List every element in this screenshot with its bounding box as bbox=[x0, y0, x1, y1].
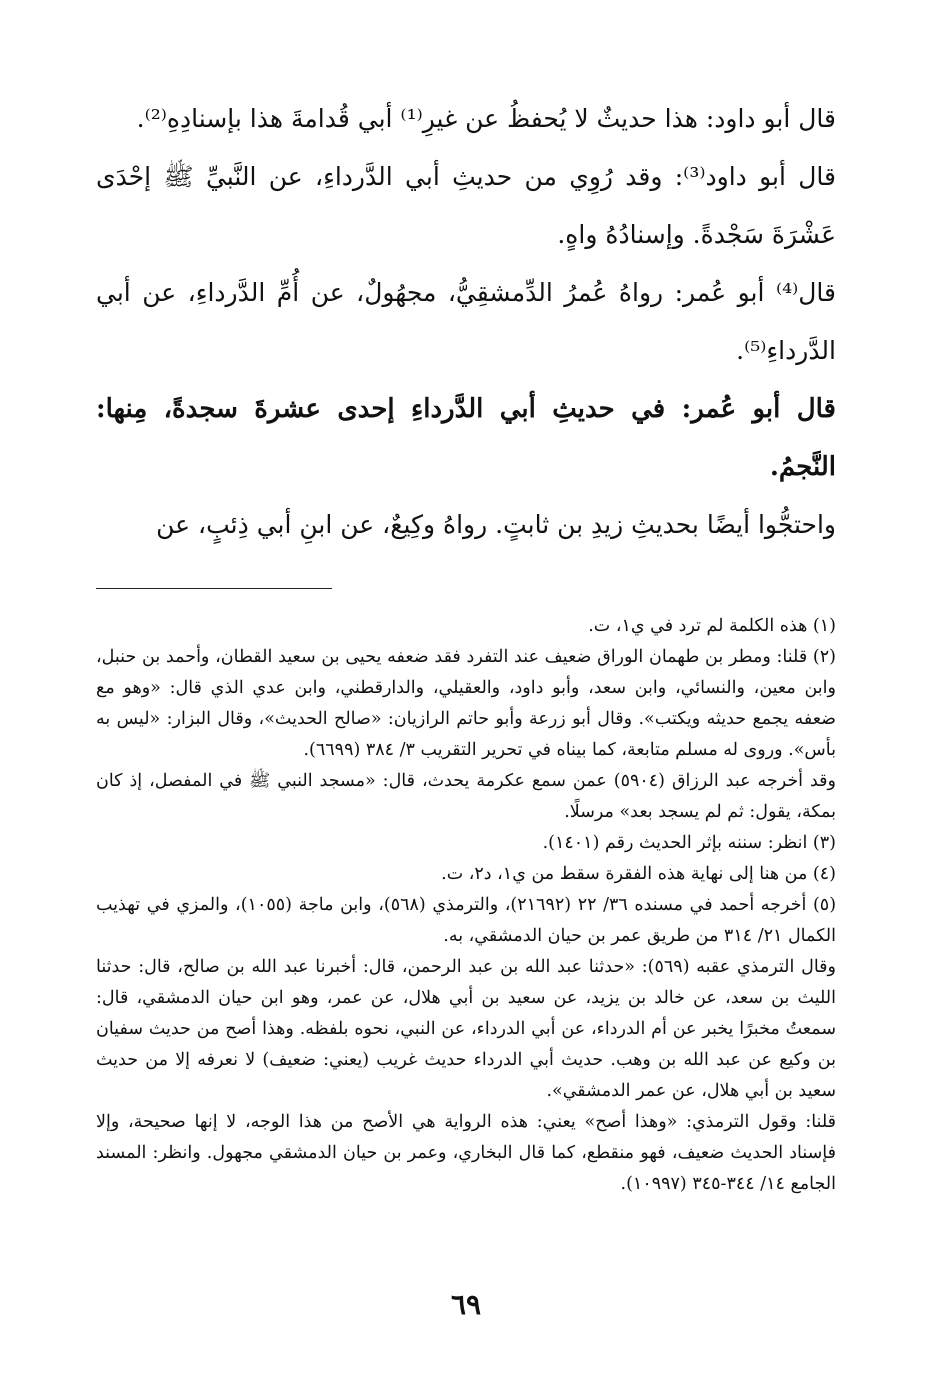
footnote-1: (١) هذه الكلمة لم ترد في ي١، ت. bbox=[588, 616, 836, 636]
paragraph-1: قال أبو داود: هذا حديثٌ لا يُحفظُ عن غيرِ⁽¹⁾ أبي قُدامةَ هذا بإسنادِهِ⁽²⁾. bbox=[136, 104, 836, 133]
footnote-3: (٣) انظر: سننه بإثر الحديث رقم (١٤٠١). bbox=[542, 833, 836, 853]
paragraph-last: واحتجُّوا أيضًا بحديثِ زيدِ بن ثابتٍ. رواهُ وكِيعٌ، عن ابنِ أبي ذِئبٍ، عن bbox=[156, 510, 836, 539]
footnote-2-continuation: وقد أخرجه عبد الرزاق (٥٩٠٤) عمن سمع عكرمة يحدث، قال: «مسجد النبي ﷺ في المفصل، إذ كان بمكة، يقول: ثم لم يسجد بعد» مرسلًا. bbox=[96, 771, 836, 822]
footnote-5: (٥) أخرجه أحمد في مسنده ٣٦/ ٢٢ (٢١٦٩٢)، والترمذي (٥٦٨)، وابن ماجة (١٠٥٥)، والمزي في تهذيب الكمال ٢١/ ٣١٤ من طريق عمر بن حيان الدمشقي، به. bbox=[96, 895, 837, 946]
paragraph-3: قال⁽⁴⁾ أبو عُمر: رواهُ عُمرُ الدِّمشقِيُّ، مجهُولٌ، عن أُمِّ الدَّرداءِ، عن أبي الدَّرداءِ⁽⁵⁾. bbox=[96, 278, 836, 365]
footnote-2: (٢) قلنا: ومطر بن طهمان الوراق ضعيف عند التفرد فقد ضعفه يحيى بن سعيد القطان، وأحمد بن حنبل، وابن معين، والنسائي، وابن سعد، وأبو داود، والعقيلي، والدارقطني، وابن عدي الذي قال: «وهو مع ضعفه يجمع حديثه ويكتب». وقال أبو زرعة وأبو حاتم الرازيان: «صالح الحديث»، وقال البزار: «ليس به بأس». وروى له مسلم متابعة، كما بيناه في تحرير التقريب ٣/ ٣٨٤ (٦٦٩٩). bbox=[96, 647, 836, 760]
footnote-divider bbox=[96, 588, 332, 589]
footnote-5-continuation-1: وقال الترمذي عقبه (٥٦٩): «حدثنا عبد الله بن عبد الرحمن، قال: أخبرنا عبد الله بن صالح، قال: حدثنا الليث بن سعد، عن خالد بن يزيد، عن سعيد بن أبي هلال، عن عمر، وهو ابن حيان الدمشقي، قال: سمعتُ مخبرًا يخبر عن أم الدرداء، عن أبي الدرداء، عن النبي، نحوه بلفظه. وهذا أصح من حديث سفيان بن وكيع عن عبد الله بن وهب. حديث أبي الدرداء حديث غريب (يعني: ضعيف) لا نعرفه إلا من حديث سعيد بن أبي هلال، عن عمر الدمشقي». bbox=[96, 957, 836, 1101]
footnote-4: (٤) من هنا إلى نهاية هذه الفقرة سقط من ي١، د٢، ت. bbox=[441, 864, 836, 884]
page-number: ٦٩ bbox=[450, 1288, 482, 1321]
paragraph-bold: قال أبو عُمر: في حديثِ أبي الدَّرداءِ إحدى عشرةَ سجدةً، مِنها: النَّجمُ. bbox=[96, 394, 836, 482]
main-text bbox=[96, 90, 836, 554]
paragraph-2: قال أبو داود⁽³⁾: وقد رُوِي من حديثِ أبي الدَّرداءِ، عن النَّبيِّ ﷺ إحْدَى عَشْرَةَ سَجْدةً. وإسنادُهُ واهٍ. bbox=[96, 162, 836, 249]
footnote-5-continuation-2: قلنا: وقول الترمذي: «وهذا أصح» يعني: هذه الرواية هي الأصح من هذا الوجه، لا إنها صحيحة، وإلا فإسناد الحديث ضعيف، فهو منقطع، كما قال البخاري، وعمر بن حيان الدمشقي مجهول. وانظر: المسند الجامع ١٤/ ٣٤٤-٣٤٥ (١٠٩٩٧). bbox=[96, 1112, 836, 1194]
footnotes bbox=[96, 611, 836, 1200]
